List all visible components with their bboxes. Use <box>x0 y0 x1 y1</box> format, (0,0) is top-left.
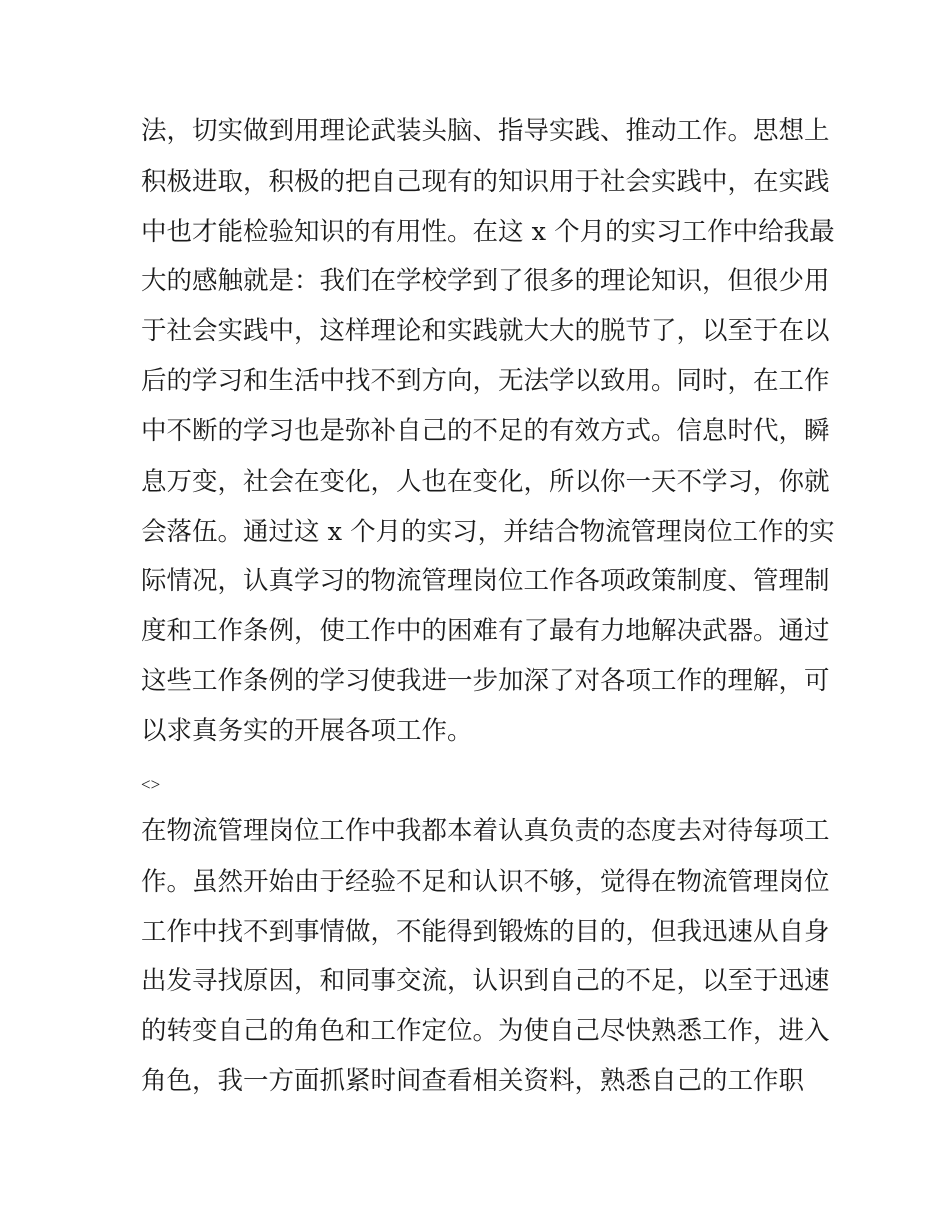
text-line: 角色，我一方面抓紧时间查看相关资料，熟悉自己的工作职 <box>141 1066 805 1096</box>
text-line: 后的学习和生活中找不到方向，无法学以致用。同时，在工作 <box>141 366 830 396</box>
text-line: 际情况，认真学习的物流管理岗位工作各项政策制度、管理制 <box>141 566 830 596</box>
section-separator: <> <box>141 775 161 794</box>
text-line: 积极进取，积极的把自己现有的知识用于社会实践中，在实践 <box>141 167 830 197</box>
text-line: 工作中找不到事情做，不能得到锻炼的目的，但我迅速从自身 <box>141 917 830 947</box>
text-line: 这些工作条例的学习使我进一步加深了对各项工作的理解，可 <box>141 666 830 696</box>
text-line: 法，切实做到用理论武装头脑、指导实践、推动工作。思想上 <box>141 116 830 146</box>
text-line: 出发寻找原因，和同事交流，认识到自己的不足，以至于迅速 <box>141 966 830 996</box>
text-line: 作。虽然开始由于经验不足和认识不够，觉得在物流管理岗位 <box>141 867 830 897</box>
text-line: 的转变自己的角色和工作定位。为使自己尽快熟悉工作，进入 <box>141 1016 830 1046</box>
text-line: 度和工作条例，使工作中的困难有了最有力地解决武器。通过 <box>141 616 830 646</box>
text-line: 会落伍。通过这 x 个月的实习，并结合物流管理岗位工作的实 <box>141 517 835 547</box>
text-line: 以求真务实的开展各项工作。 <box>141 716 473 746</box>
text-line: 于社会实践中，这样理论和实践就大大的脱节了，以至于在以 <box>141 316 830 346</box>
text-line: 在物流管理岗位工作中我都本着认真负责的态度去对待每项工 <box>141 816 830 846</box>
text-line: 中不断的学习也是弥补自己的不足的有效方式。信息时代，瞬 <box>141 416 830 446</box>
text-line: 息万变，社会在变化，人也在变化，所以你一天不学习，你就 <box>141 467 830 497</box>
text-line: 大的感触就是：我们在学校学到了很多的理论知识，但很少用 <box>141 266 830 296</box>
text-line: 中也才能检验知识的有用性。在这 x 个月的实习工作中给我最 <box>141 217 835 247</box>
